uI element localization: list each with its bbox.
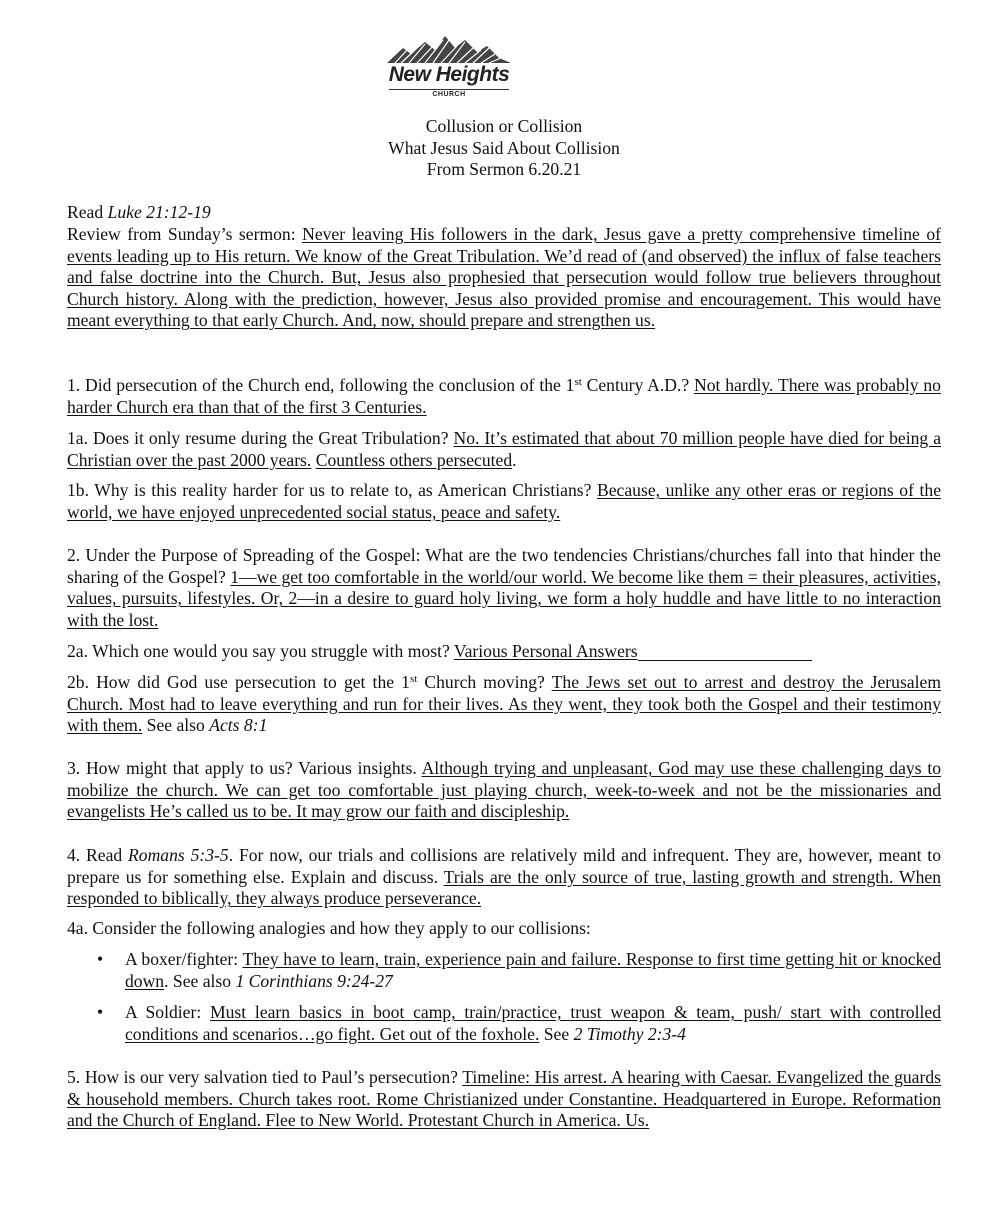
answer-text: Not hardly. There was probably no harder Church era than that of the first 3 Centuries. bbox=[67, 375, 941, 417]
question-4: 4. Read Romans 5:3-5. For now, our trials and collisions are relatively mild and infrequent. They are, however, meant to prepare us for something else. Explain and discuss. Trials are the only source of true, lasting growth and strength. When responded to biblically, they always produce perseverance. bbox=[67, 845, 941, 909]
answer-text: 1—we get too comfortable in the world/our world. We become like them = their pleasures, activities, values, pursuits, lifestyles. Or, 2—in a desire to guard holy living, we form a holy huddle and have little to no interaction with the lost. bbox=[67, 566, 941, 630]
answer-text: Timeline: His arrest. A hearing with Caesar. Evangelized the guards & household members. Church takes root. Rome Christianized under Constantine. Headquartered in Europe. Reformation and the Church of England. Flee to New World. Protestant Church in America. Us. bbox=[67, 1067, 941, 1131]
document-title: Collusion or Collision bbox=[425, 116, 583, 136]
analogy-item: A Soldier: Must learn basics in boot camp, train/practice, trust weapon & team, push/ start with controlled conditions and scenarios…go fight. Get out of the foxhole. See 2 Timothy 2:3-4 bbox=[125, 1002, 941, 1044]
answer-text: Never leaving His followers in the dark, Jesus gave a pretty comprehensive timeline of events leading up to His return. We know of the Great Tribulation. We’d read of (and observed) the influx of false teachers and false doctrine into the Church. But, Jesus also prophesied that persecution would follow true believers throughout Church history. Along with the prediction, however, Jesus also provided promise and encouragement. This would have meant everything to that early Church. And, now, should prepare and strengthen us. bbox=[67, 224, 941, 331]
document-subtitle: What Jesus Said About Collision bbox=[388, 137, 620, 158]
answer-text: The Jews set out to arrest and destroy the Jerusalem Church. Most had to leave everything and run for their lives. As they went, they took both the Gospel and their testimony with them. bbox=[67, 672, 942, 736]
church-logo bbox=[381, 30, 517, 104]
logo-subtitle: CHURCH bbox=[432, 91, 466, 98]
sermon-date: From Sermon 6.20.21 bbox=[426, 159, 582, 179]
answer-text: No. It’s estimated that about 70 million people have died for being a Christian over the past 2000 years. bbox=[67, 428, 941, 470]
answer-text: Countless others persecuted bbox=[315, 449, 513, 470]
mountain-logo-icon bbox=[381, 30, 517, 66]
question-4a: 4a. Consider the following analogies and how they apply to our collisions: bbox=[67, 918, 591, 938]
scripture-reference: 1 Corinthians 9:24-27 bbox=[235, 970, 393, 991]
logo-wordmark: New Heights bbox=[388, 63, 510, 86]
question-2: 2. Under the Purpose of Spreading of the Gospel: What are the two tendencies Christians/churches fall into that hinder the sharing of the Gospel? 1—we get too comfortable in the world/our world. We become like them = their pleasures, activities, values, pursuits, lifestyles. Or, 2—in a desire to guard holy living, we form a holy huddle and have little to no interaction with the lost. bbox=[67, 545, 941, 630]
intro-read: Read Luke 21:12-19 bbox=[67, 202, 211, 222]
answer-text: Trials are the only source of true, lasting growth and strength. When responded to biblically, they always produce perseverance. bbox=[67, 866, 941, 909]
question-5: 5. How is our very salvation tied to Paul’s persecution? Timeline: His arrest. A hearing with Caesar. Evangelized the guards & household members. Church takes root. Rome Christianized under Constantine. Headquartered in Europe. Reformation and the Church of England. Flee to New World. Protestant Church in America. Us. bbox=[67, 1067, 941, 1131]
answer-text: They have to learn, train, experience pain and failure. Response to first time getting hit or knocked down bbox=[125, 949, 941, 991]
scripture-reference: 2 Timothy 2:3-4 bbox=[573, 1023, 686, 1044]
scripture-reference: Romans 5:3-5 bbox=[128, 845, 229, 865]
question-3: 3. How might that apply to us? Various insights. Although trying and unpleasant, God may use these challenging days to mobilize the church. We can get too comfortable just playing church, week-to-week and not be the missionaries and evangelists He’s called us to be. It may grow our faith and discipleship. bbox=[67, 758, 942, 822]
intro-review: Review from Sunday’s sermon: Never leaving His followers in the dark, Jesus gave a pretty comprehensive timeline of events leading up to His return. We know of the Great Tribulation. We’d read of (and observed) the influx of false teachers and false doctrine into the Church. But, Jesus also prophesied that persecution would follow true believers throughout Church history. Along with the prediction, however, Jesus also provided promise and encouragement. This would have meant everything to that early Church. And, now, should prepare and strengthen us. bbox=[67, 224, 941, 331]
question-1: 1. Did persecution of the Church end, following the conclusion of the 1st Century A.D.? Not hardly. There was probably no harder Church era than that of the first 3 Centuries. bbox=[67, 375, 941, 417]
answer-text: Because, unlike any other eras or regions of the world, we have enjoyed unprecedented social status, peace and safety. bbox=[67, 480, 942, 522]
scripture-reference: Luke 21:12-19 bbox=[107, 202, 211, 222]
document-header bbox=[67, 116, 941, 181]
bullet-marker: • bbox=[97, 1002, 104, 1022]
logo-divider bbox=[389, 89, 509, 90]
question-1a: 1a. Does it only resume during the Great Tribulation? No. It’s estimated that about 70 million people have died for being a Christian over the past 2000 years. Countless others persecuted. bbox=[67, 428, 941, 470]
analogy-item: A boxer/fighter: They have to learn, train, experience pain and failure. Response to first time getting hit or knocked down. See also 1 Corinthians 9:24-27 bbox=[125, 949, 941, 991]
answer-text: Must learn basics in boot camp, train/practice, trust weapon & team, push/ start with controlled conditions and scenarios…go fight. Get out of the foxhole. bbox=[125, 1002, 941, 1044]
question-2b: 2b. How did God use persecution to get the 1st Church moving? The Jews set out to arrest and destroy the Jerusalem Church. Most had to leave everything and run for their lives. As they went, they took both the Gospel and their testimony with them. See also Acts 8:1 bbox=[67, 672, 942, 736]
answer-blank bbox=[638, 646, 812, 661]
answer-text: Various Personal Answers bbox=[453, 641, 638, 661]
scripture-reference: Acts 8:1 bbox=[209, 715, 268, 736]
answer-text: Although trying and unpleasant, God may use these challenging days to mobilize the church. We can get too comfortable just playing church, week-to-week and not be the missionaries and evangelists He’s called us to be. It may grow our faith and discipleship. bbox=[67, 758, 942, 822]
question-1b: 1b. Why is this reality harder for us to relate to, as American Christians? Because, unlike any other eras or regions of the world, we have enjoyed unprecedented social status, peace and safety. bbox=[67, 480, 942, 522]
question-2a: 2a. Which one would you say you struggle with most? Various Personal Answers bbox=[67, 641, 941, 663]
bullet-marker: • bbox=[97, 949, 104, 969]
